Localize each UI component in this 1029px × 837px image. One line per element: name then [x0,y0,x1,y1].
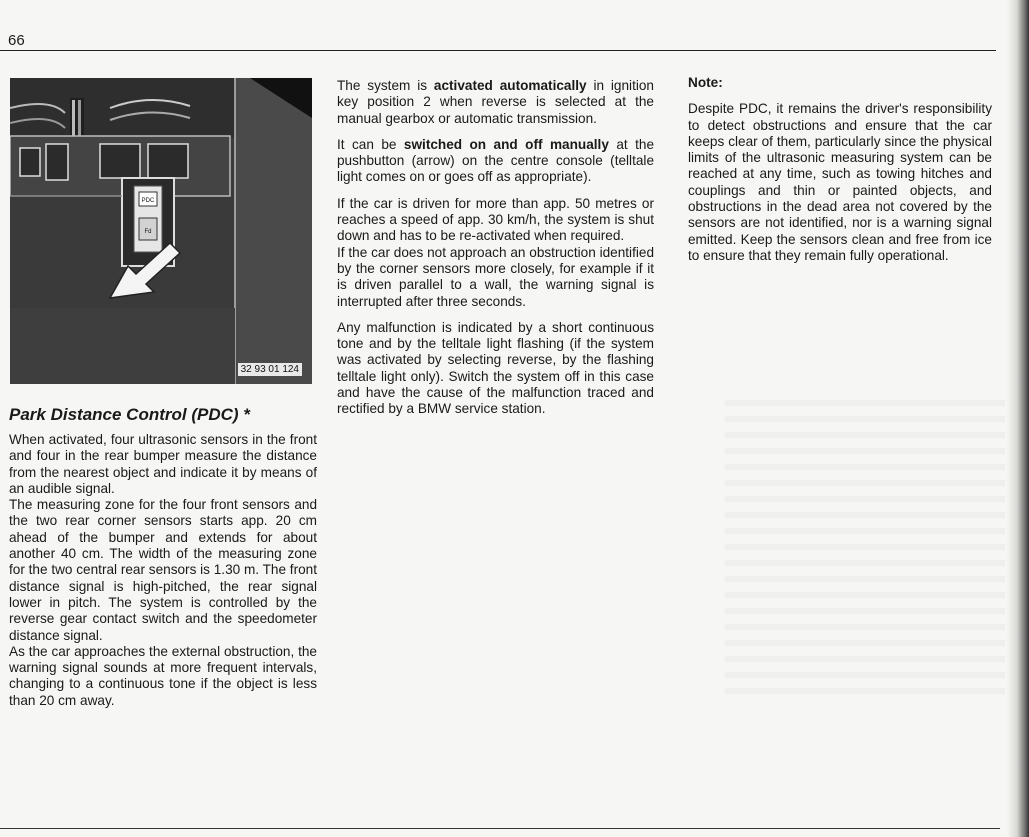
section-heading: Park Distance Control (PDC) * [9,405,250,424]
console-illustration [10,78,312,384]
bleed-through-shadow [725,400,1005,700]
page-number: 66 [8,32,25,49]
note-title: Note: [688,75,723,90]
paragraph-interrupt: If the car does not approach an obstruction identified by the corner sensors more closely, for example if it is driven parallel to a wall, the warning signal is interrupted after three seconds. [337,244,654,309]
paragraph-manual-switch: It can be switched on and off manually at the pushbutton (arrow) on the centre console (telltale light comes on or goes off as appropriate). [337,136,654,185]
bottom-rule [0,828,1000,829]
paragraph-shutdown: If the car is driven for more than app. 50 metres or reaches a speed of app. 30 km/h, the system is shut down and has to be re-activated when required. [337,195,654,244]
paragraph: When activated, four ultrasonic sensors in the front and four in the rear bumper measure the distance from the nearest object and indicate it by means of an audible signal. [9,432,317,496]
right-column [688,75,992,274]
middle-column [337,78,654,428]
top-rule [0,50,996,51]
paragraph-malfunction: Any malfunction is indicated by a short continuous tone and by the telltale light flashing (if the system was activated by selecting reverse, by the flashing telltale light only). Switch the system off in this case and have the cause of the malfunction traced and rectified by a BMW service station. [337,319,654,417]
svg-text:PDC: PDC [141,198,155,204]
note-text: Despite PDC, it remains the driver's responsibility to detect obstructions and ensure that the car keeps clear of them, particularly since the physical limits of the ultrasonic measuring system can be reached at any time, such as towing hitches and couplings and thin or painted objects, and obstructions in the dead area not covered by the sensors are not identified, nor is a warning signal emitted. Keep the sensors clean and free from ice to ensure that they remain fully operational. [688,101,992,263]
svg-text:Fd: Fd [144,229,152,235]
left-column [9,432,317,709]
pdc-console-figure [10,78,312,384]
page-edge-shadow [1007,0,1029,837]
figure-code: 32 93 01 124 [238,363,302,376]
paragraph: The measuring zone for the four front sensors and the two rear corner sensors starts app. 20 cm ahead of the bumper and extends for about another 40 cm. The width of the measuring zone for the two central rear sensors is 1.30 m. The front distance signal is high-pitched, the rear signal lower in pitch. The system is controlled by the reverse gear contact switch and the speedometer distance signal. [9,497,318,643]
paragraph-auto-activation: The system is activated automatically in ignition key position 2 when reverse is selected at the manual gearbox or automatic transmission. [337,78,654,126]
paragraph: As the car approaches the external obstruction, the warning signal sounds at more frequent intervals, changing to a continuous tone if the object is less than 20 cm away. [9,643,317,708]
